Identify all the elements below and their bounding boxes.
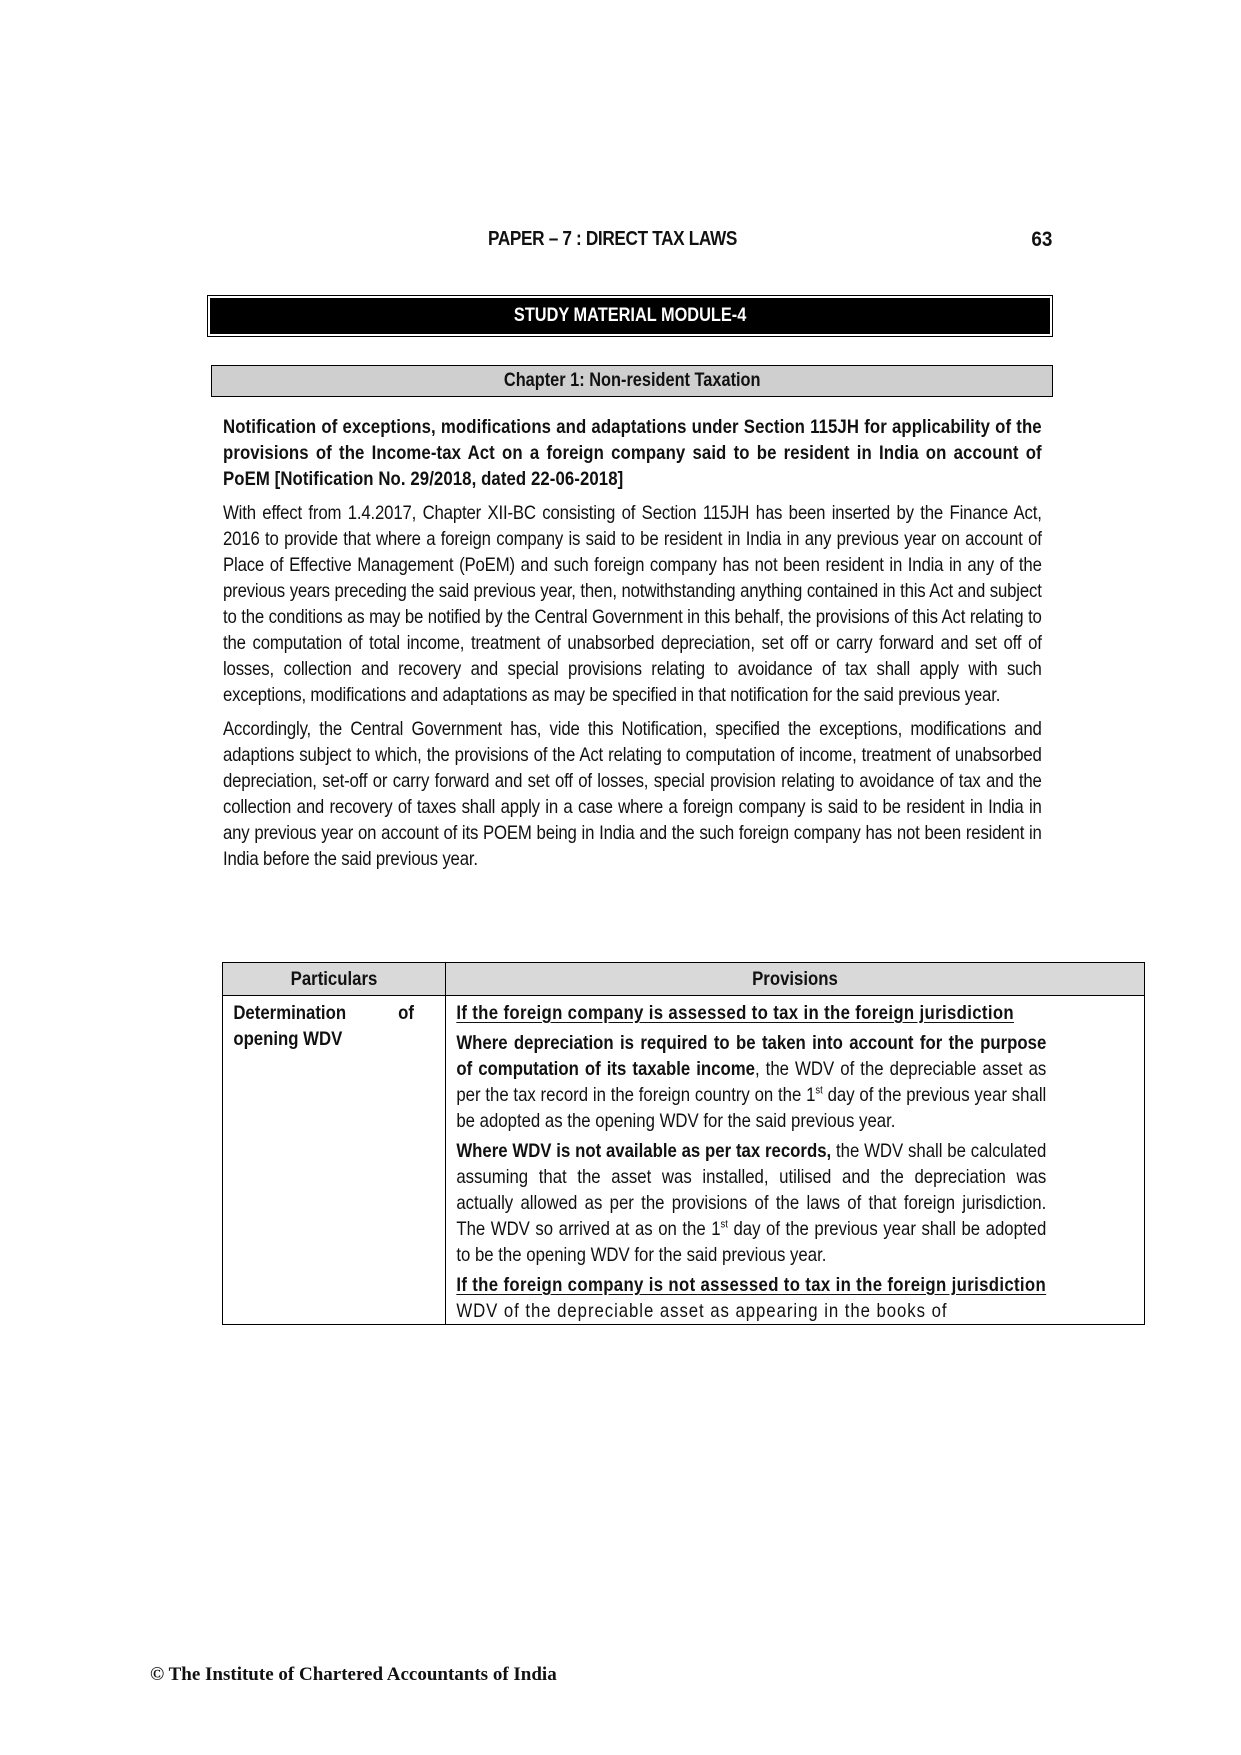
page-number: 63 [1030, 228, 1052, 251]
page-header [224, 224, 1052, 258]
module-banner [210, 298, 1050, 334]
body-paragraph: Accordingly, the Central Government has, vide this Notification, specified the exceptions, modifications and adaptions subject to which, the provisions of the Act relating to computation of income, treatment of unabsorbed depreciation, set-off or carry forward and set off of losses, special provision relating to avoidance of tax and the collection and recovery of taxes shall apply in a case where a foreign company is said to be resident in India in any previous year on account of its POEM being in India and the such foreign company has not been resident in India before the said previous year. [223, 718, 1042, 870]
table-row [223, 996, 1145, 1325]
running-header-title: PAPER – 7 : DIRECT TAX LAWS [488, 228, 738, 250]
column-header-provisions: Provisions [446, 963, 1145, 996]
chapter-banner-label: Chapter 1: Non-resident Taxation [503, 370, 761, 391]
particular-label: Determination of opening WDV [233, 1002, 414, 1050]
column-header-particulars: Particulars [223, 963, 446, 996]
provisions-cell [446, 996, 1145, 1325]
provision-paragraph: WDV of the depreciable asset as appearing in the books of [456, 1300, 948, 1322]
copyright-footer: © The Institute of Chartered Accountants of India [150, 1664, 557, 1685]
body-paragraph: With effect from 1.4.2017, Chapter XII-BC consisting of Section 115JH has been inserted by the Finance Act, 2016 to provide that where a foreign company is said to be resident in India in any previous year on account of Place of Effective Management (PoEM) and such foreign company has not been resident in India in any of the previous years preceding the said previous year, then, notwithstanding anything contained in this Act and subject to the conditions as may be notified by the Central Government in this behalf, the provisions of this Act relating to the computation of total income, treatment of unabsorbed depreciation, set off or carry forward and set off of losses, collection and recovery and special provisions relating to avoidance of tax shall apply with such exceptions, modifications and adaptations as may be specified in that notification for the said previous year. [223, 502, 1042, 706]
provision-paragraph: Where depreciation is required to be taken into account for the purpose of computation of its taxable income, the WDV of the depreciable asset as per the tax record in the foreign country on the 1st day of the previous year shall be adopted as the opening WDV for the said previous year. [456, 1032, 1047, 1132]
provision-subheading: If the foreign company is not assessed to tax in the foreign jurisdiction [456, 1274, 1047, 1296]
particulars-cell [223, 996, 446, 1325]
provision-paragraph: Where WDV is not available as per tax records, the WDV shall be calculated assuming that the asset was installed, utilised and the depreciation was actually allowed as per the provisions of the laws of that foreign jurisdiction. The WDV so arrived at as on the 1st day of the previous year shall be adopted to be the opening WDV for the said previous year. [456, 1140, 1047, 1266]
provisions-table [222, 962, 1145, 1325]
provision-subheading: If the foreign company is assessed to tax in the foreign jurisdiction [456, 1002, 1015, 1024]
module-banner-label: STUDY MATERIAL MODULE-4 [513, 305, 747, 326]
chapter-banner [211, 365, 1053, 397]
main-content [223, 414, 1041, 872]
table-header-row [223, 963, 1145, 996]
section-heading: Notification of exceptions, modifications and adaptations under Section 115JH for applicability of the provisions of the Income-tax Act on a foreign company said to be resident in India on account of PoEM [Notification No. 29/2018, dated 22-06-2018] [223, 416, 1042, 490]
